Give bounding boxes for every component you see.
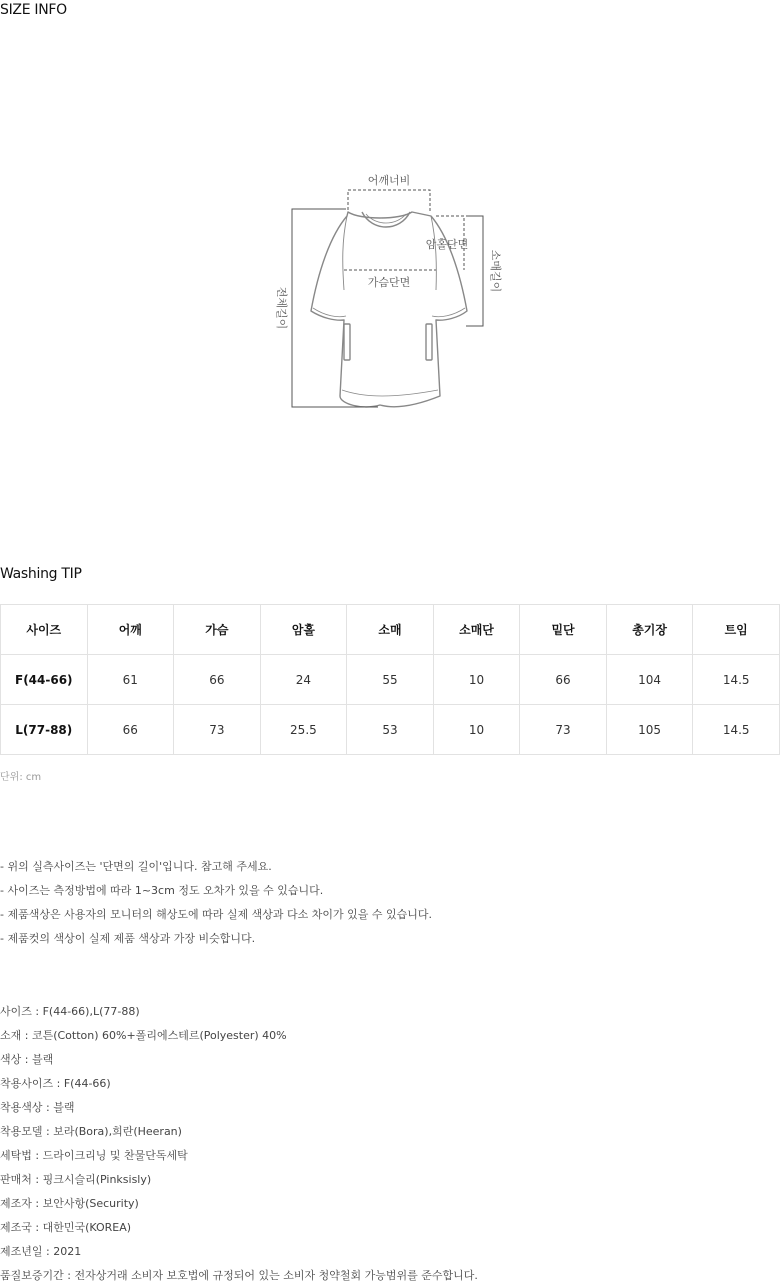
washing-tip-title: Washing TIP	[0, 566, 82, 582]
table-row	[1, 655, 780, 705]
garment-measurement-diagram	[0, 150, 780, 450]
label-armhole: 암홀단면	[425, 238, 469, 251]
header-total-length: 총기장	[606, 605, 693, 655]
label-sleeve: 소매길이	[489, 249, 502, 293]
table-cell: 105	[606, 705, 693, 755]
table-cell: 66	[174, 655, 261, 705]
measurement-notes	[0, 855, 432, 951]
spec-item: 소재 : 코튼(Cotton) 60%+폴리에스테르(Polyester) 40%	[0, 1029, 287, 1042]
spec-item: 품질보증기간 : 전자상거래 소비자 보호법에 규정되어 있는 소비자 청약철회 가능범위를 준수합니다.	[0, 1269, 478, 1282]
table-cell: 55	[347, 655, 434, 705]
note-item: - 제품컷의 색상이 실제 제품 색상과 가장 비슷합니다.	[0, 932, 256, 945]
table-cell: 104	[606, 655, 693, 705]
table-cell: 24	[260, 655, 347, 705]
spec-item: 판매처 : 핑크시슬리(Pinksisly)	[0, 1173, 152, 1186]
label-shoulder: 어깨너비	[367, 174, 411, 187]
header-armhole: 암홀	[260, 605, 347, 655]
size-info-title: SIZE INFO	[0, 2, 67, 18]
note-item: - 제품색상은 사용자의 모니터의 해상도에 따라 실제 색상과 다소 차이가 있을 수 있습니다.	[0, 908, 432, 921]
spec-item: 세탁법 : 드라이크리닝 및 찬물단독세탁	[0, 1149, 188, 1162]
spec-item: 사이즈 : F(44-66),L(77-88)	[0, 1005, 140, 1018]
header-shoulder: 어깨	[87, 605, 174, 655]
neckline	[362, 212, 410, 227]
table-cell: 73	[520, 705, 607, 755]
spec-item: 착용모델 : 보라(Bora),희란(Heeran)	[0, 1125, 182, 1138]
product-specs	[0, 1000, 478, 1288]
table-cell: 10	[433, 655, 520, 705]
spec-item: 제조자 : 보안사항(Security)	[0, 1197, 139, 1210]
table-cell: 53	[347, 705, 434, 755]
label-chest: 가슴단면	[367, 276, 411, 289]
header-sleeve: 소매	[347, 605, 434, 655]
table-cell: F(44-66)	[1, 655, 88, 705]
unit-note: 단위: cm	[0, 772, 42, 783]
table-header-row	[1, 605, 780, 655]
spec-item: 제조년일 : 2021	[0, 1245, 82, 1258]
left-pocket	[344, 324, 350, 360]
table-cell: 14.5	[693, 655, 780, 705]
total-length-measure	[292, 209, 378, 407]
header-hem: 밑단	[520, 605, 607, 655]
table-cell: 25.5	[260, 705, 347, 755]
sleeve-measure	[466, 216, 483, 326]
header-sleeve-hem: 소매단	[433, 605, 520, 655]
table-cell: 73	[174, 705, 261, 755]
table-cell: 10	[433, 705, 520, 755]
note-item: - 위의 실측사이즈는 '단면의 길이'입니다. 참고해 주세요.	[0, 860, 272, 873]
table-cell: 66	[520, 655, 607, 705]
note-item: - 사이즈는 측정방법에 따라 1~3cm 정도 오차가 있을 수 있습니다.	[0, 884, 324, 897]
table-cell: 66	[87, 705, 174, 755]
header-size: 사이즈	[1, 605, 88, 655]
table-row	[1, 705, 780, 755]
header-chest: 가슴	[174, 605, 261, 655]
size-table	[0, 604, 780, 755]
table-cell: L(77-88)	[1, 705, 88, 755]
header-slit: 트임	[693, 605, 780, 655]
shoulder-measure	[348, 190, 430, 212]
spec-item: 색상 : 블랙	[0, 1053, 54, 1066]
spec-item: 착용색상 : 블랙	[0, 1101, 75, 1114]
spec-item: 제조국 : 대한민국(KOREA)	[0, 1221, 132, 1234]
spec-item: 착용사이즈 : F(44-66)	[0, 1077, 111, 1090]
label-total: 전체길이	[275, 286, 288, 330]
table-cell: 14.5	[693, 705, 780, 755]
table-cell: 61	[87, 655, 174, 705]
right-pocket	[426, 324, 432, 360]
